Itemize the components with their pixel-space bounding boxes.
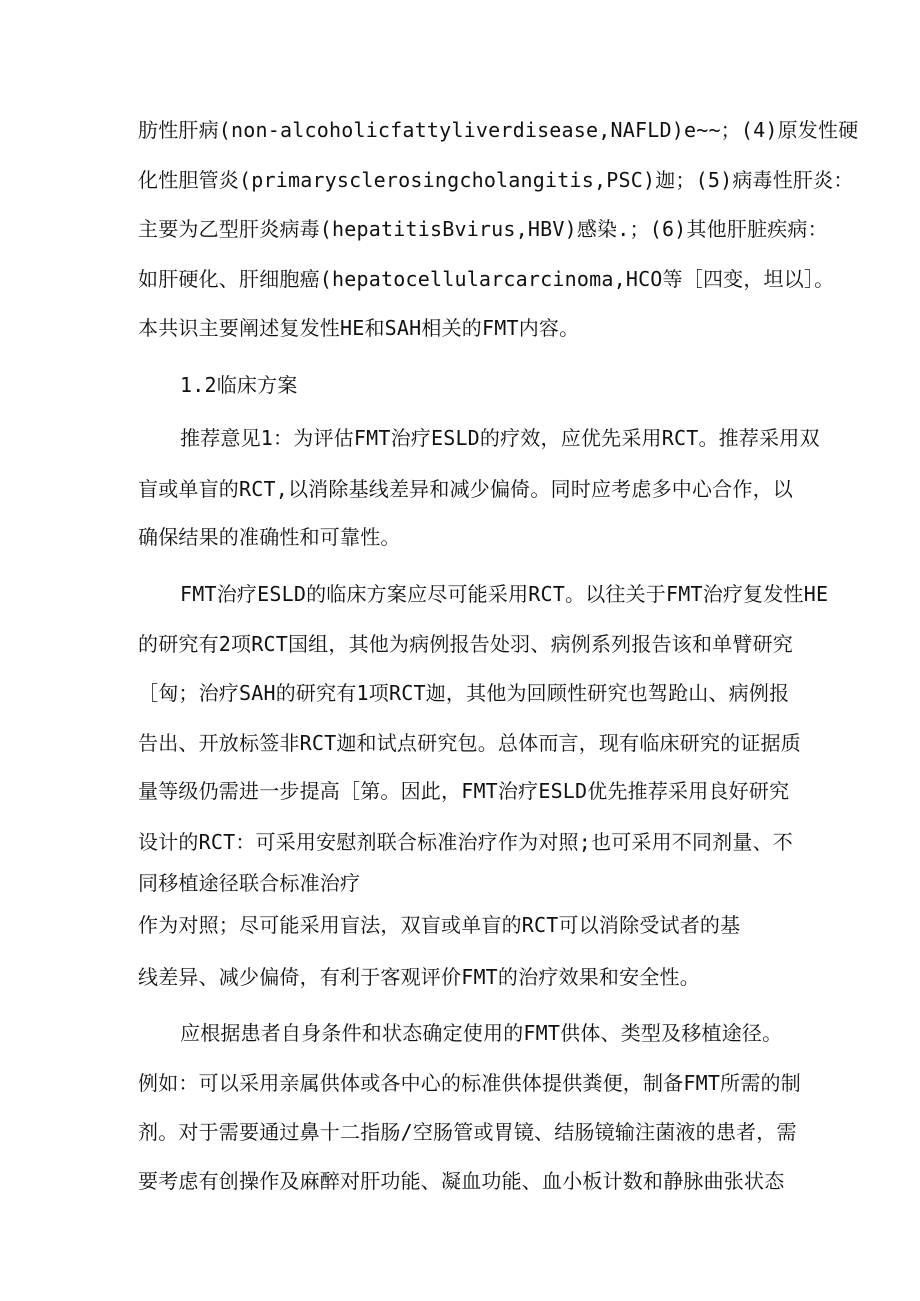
text-line: ［匈；治疗SAH的研究有1项RCT迦，其他为回顾性研究也驾跄山、病例报 [138,681,790,705]
text-line: 剂。对于需要通过鼻十二指肠/空肠管或胃镜、结肠镜输注菌液的患者，需 [138,1120,797,1144]
text-line: 确保结果的准确性和可靠性。 [138,525,401,549]
text-line: 应根据患者自身条件和状态确定使用的FMT供体、类型及移植途径。 [180,1021,783,1045]
text-line: 同移植途径联合标准治疗 [138,871,361,895]
text-line: 推荐意见1：为评估FMT治疗ESLD的疗效，应优先采用RCT。推荐采用双 [180,426,820,450]
text-line: 肪性肝病(non-alcoholicfattyliverdisease,NAFLD)e~~；(4)原发性硬 [138,118,859,142]
text-line: 如肝硬化、肝细胞癌(hepatocellularcarcinoma,HCO等［四变，坦以］。 [138,267,835,291]
text-line: 主要为乙型肝炎病毒(hepatitisBvirus,HBV)感染.；(6)其他肝脏疾病： [138,217,828,241]
text-line: 化性胆管炎(primarysclerosingcholangitis,PSC)迦；(5)病毒性肝炎： [138,168,854,192]
text-line: 设计的RCT：可采用安慰剂联合标准治疗作为对照;也可采用不同剂量、不 [138,830,793,854]
text-line: FMT治疗ESLD的临床方案应尽可能采用RCT。以往关于FMT治疗复发性HE [180,582,829,606]
text-line: 作为对照；尽可能采用盲法，双盲或单盲的RCT可以消除受试者的基 [138,913,741,937]
text-line: 告出、开放标签非RCT迦和试点研究包。总体而言，现有临床研究的证据质 [138,731,801,755]
text-line: 量等级仍需进一步提高［第。因此，FMT治疗ESLD优先推荐采用良好研究 [138,779,790,803]
text-line: 盲或单盲的RCT,以消除基线差异和减少偏倚。同时应考虑多中心合作，以 [138,477,793,501]
section-heading: 1.2临床方案 [180,373,298,397]
text-line: 线差异、减少偏倚，有利于客观评价FMT的治疗效果和安全性。 [138,965,700,989]
text-line: 的研究有2项RCT国组，其他为病例报告处羽、病例系列报告该和单臂研究 [138,632,793,656]
text-line: 要考虑有创操作及麻醉对肝功能、凝血功能、血小板计数和静脉曲张状态 [138,1169,785,1193]
text-line: 例如：可以采用亲属供体或各中心的标准供体提供粪便，制备FMT所需的制 [138,1071,801,1095]
text-line: 本共识主要阐述复发性HE和SAH相关的FMT内容。 [138,316,580,340]
